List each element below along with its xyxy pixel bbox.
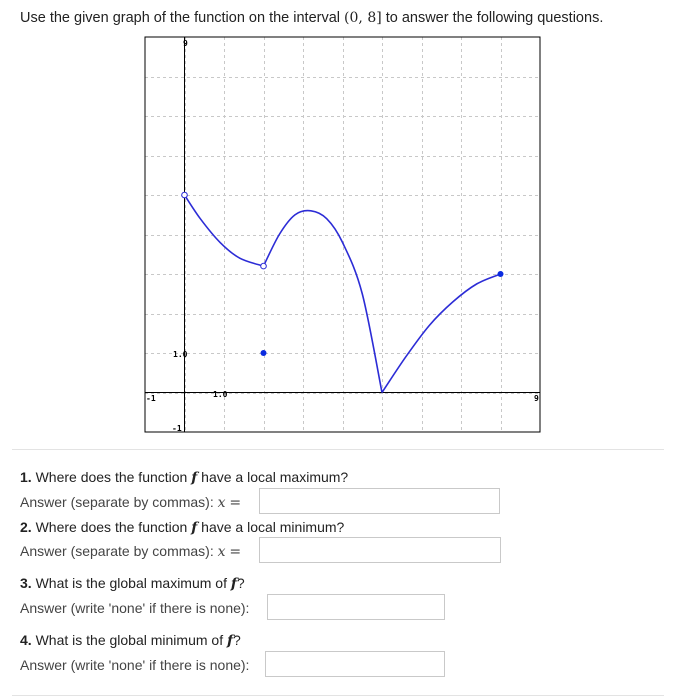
tick-label-y-one: 1.0	[173, 350, 188, 359]
question-1	[20, 469, 348, 486]
graph-frame	[145, 37, 540, 432]
question-number: 2.	[20, 519, 32, 535]
equals-sign: =	[229, 495, 242, 511]
instructions-suffix: to answer the following questions.	[381, 10, 604, 26]
instructions-prefix: Use the given graph of the function on the interval	[20, 10, 345, 26]
tick-label-x-left: -1	[146, 394, 156, 403]
answer-label-1	[20, 494, 241, 511]
question-text: ?	[236, 575, 245, 591]
answer-label-4	[20, 657, 249, 673]
question-3	[20, 575, 245, 592]
closed-point	[498, 271, 504, 277]
answer-input-2[interactable]	[259, 537, 501, 563]
question-text: Where does the function	[31, 469, 192, 485]
function-symbol: f	[191, 470, 198, 486]
function-symbol: f	[230, 576, 237, 592]
answer-input-1[interactable]	[259, 488, 500, 514]
answer-label-text: Answer (write 'none' if there is none):	[20, 600, 250, 616]
tick-label-x-one: 1.0	[213, 390, 228, 399]
question-number: 3.	[20, 575, 32, 591]
tick-label-y-bottom: -1	[172, 424, 182, 433]
function-curves	[185, 195, 501, 393]
variable-symbol: x	[217, 544, 226, 560]
variable-symbol: x	[217, 495, 226, 511]
curve-segment-2	[264, 211, 383, 393]
equals-sign: =	[229, 544, 242, 560]
question-number: 1.	[20, 469, 32, 485]
function-symbol: f	[226, 633, 234, 649]
answer-label-text: Answer (write 'none' if there is none):	[20, 657, 250, 673]
open-point	[182, 192, 188, 198]
answer-input-3[interactable]	[267, 594, 445, 620]
open-point	[261, 263, 267, 269]
question-number: 4.	[20, 632, 32, 648]
function-symbol: f	[191, 520, 198, 536]
question-text: have a local maximum?	[197, 469, 349, 485]
answer-label-2	[20, 543, 241, 560]
curve-segment-3	[382, 274, 501, 393]
question-text: What is the global maximum of	[31, 575, 231, 591]
question-text: have a local minimum?	[197, 519, 345, 535]
question-text: Where does the function	[31, 519, 192, 535]
answer-label-text: Answer (separate by commas):	[20, 494, 218, 510]
question-text: ?	[233, 632, 241, 648]
answer-input-4[interactable]	[265, 651, 445, 677]
divider	[12, 695, 664, 696]
closed-point	[261, 350, 267, 356]
question-text: What is the global minimum of	[31, 632, 227, 648]
divider	[12, 449, 664, 450]
tick-label-x-right: 9	[534, 394, 539, 403]
interval-math: (0, 8]	[344, 10, 382, 26]
question-4	[20, 632, 241, 649]
answer-label-text: Answer (separate by commas):	[20, 543, 218, 559]
graph-grid	[145, 37, 540, 432]
question-2	[20, 519, 344, 536]
answer-label-3	[20, 600, 249, 616]
tick-label-y-top: 9	[183, 39, 188, 48]
